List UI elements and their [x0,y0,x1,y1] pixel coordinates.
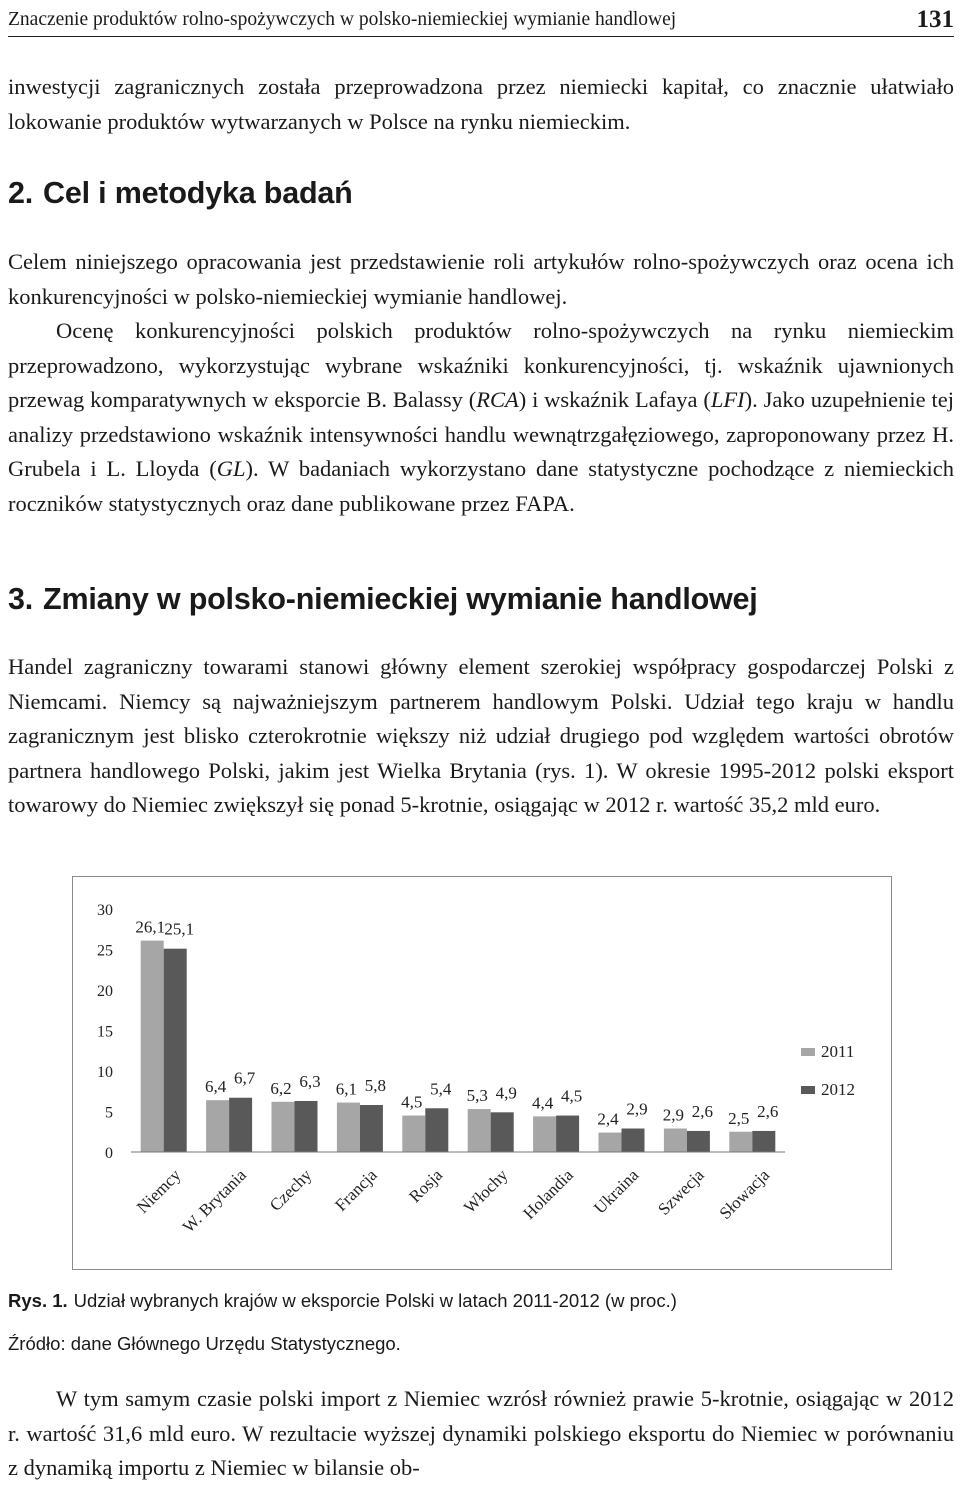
y-tick-label: 25 [97,942,113,960]
data-label-2011: 5,3 [466,1086,488,1106]
bar-2011-3 [337,1103,360,1152]
legend-label: 2012 [821,1080,855,1099]
bar-2012-2 [295,1101,318,1152]
running-head-title: Znaczenie produktów rolno-spożywczych w polsko-niemieckiej wymianie handlowej [8,9,677,30]
data-label-2011: 6,2 [270,1078,292,1098]
figure-1 [72,876,892,1270]
y-tick-label: 0 [105,1145,113,1162]
bar-2012-4 [425,1108,448,1152]
data-label-2012: 25,1 [164,919,195,939]
bar-2012-8 [687,1131,710,1152]
lfi-abbreviation: LFI [710,387,745,412]
bar-2011-7 [599,1133,622,1152]
section-2-paragraph-1: Celem niniejszego opracowania jest przedstawienie roli artykułów rolno-spożywczych oraz ocena ich konkurencyjności w polsko-niemieckiej wymianie handlowej. [8,249,954,309]
data-label-2012: 5,8 [364,1076,387,1096]
y-tick-label: 20 [97,983,113,1000]
running-head [8,2,954,37]
category-label: Włochy [460,1165,512,1217]
y-tick-label: 5 [105,1104,113,1122]
legend-swatch-2012 [801,1086,815,1094]
text-span: ). W badaniach wykorzystano dane statystyczne pochodzące z niemieckich roczników statystycznych oraz dane publikowane przez FAPA. [8,456,954,516]
section-3-paragraph-2: W tym samym czasie polski import z Niemiec wzrósł również prawie 5-krotnie, osiągając w 2012 r. wartość 31,6 mld euro. W rezultacie wyższej dynamiki polskiego eksportu do Niemiec w porównaniu z dynamiką importu z Niemiec w bilansie ob- [8,1386,954,1480]
data-label-2012: 6,7 [233,1068,256,1088]
bar-2012-5 [491,1112,514,1152]
bar-2012-7 [622,1129,645,1152]
bar-2011-1 [206,1100,229,1152]
category-label: Ukraina [590,1165,643,1218]
paragraph-intro: inwestycji zagranicznych została przeprowadzona przez niemiecki kapitał, co znacznie ułatwiało lokowanie produktów wytwarzanych w Polsce na rynku niemieckim. [8,74,954,134]
bar-2012-3 [360,1105,383,1152]
bar-2011-4 [402,1116,425,1152]
text-span: Ocenę konkurencyjności polskich produktów rolno-spożywczych na rynku niemieckim przeprowadzono, wykorzystując wybrane wskaźniki konkurencyjności, tj. wskaźnik ujawnionych przewag komparatywnych w eksporcie B. Balassy ( [8,318,954,412]
data-label-2011: 26,1 [135,917,166,937]
category-label: Francja [331,1165,381,1215]
gl-abbreviation: GL [216,456,246,481]
category-label: Szwecja [654,1165,708,1219]
figure-caption [8,1290,677,1312]
data-label-2011: 4,5 [401,1092,423,1112]
section-3-heading [8,582,758,617]
category-label: W. Brytania [178,1165,250,1237]
figure-source: Źródło: dane Głównego Urzędu Statystycznego. [8,1333,401,1354]
text-span: ). Jako uzupełnienie tej analizy przedstawiono wskaźnik intensywności handlu wewnątrzgałęziowego, zaproponowany przez H. Grubela i L. Lloyda ( [8,387,954,481]
data-label-2011: 2,5 [728,1108,750,1128]
data-label-2012: 2,6 [757,1101,779,1121]
section-3-title: Zmiany w polsko-niemieckiej wymianie handlowej [43,582,758,616]
legend-label: 2011 [821,1042,855,1061]
figure-caption-text: Udział wybranych krajów w eksporcie Polski w latach 2011-2012 (w proc.) [73,1290,677,1311]
bar-2012-6 [556,1116,579,1152]
rca-abbreviation: RCA [476,387,519,412]
bar-2011-8 [664,1129,687,1152]
y-tick-label: 30 [97,902,113,919]
bar-2012-1 [229,1098,252,1152]
page-number: 131 [916,6,954,33]
data-label-2011: 2,4 [597,1109,619,1129]
legend-swatch-2011 [801,1048,815,1056]
category-label: Czechy [265,1165,316,1215]
data-label-2012: 4,5 [560,1086,583,1106]
category-label: Niemcy [133,1165,185,1217]
text-span: ) i wskaźnik Lafaya ( [518,387,711,412]
section-3-paragraph-1: Handel zagraniczny towarami stanowi główny element szerokiej współpracy gospodarczej Polski z Niemcami. Niemcy są najważniejszym partnerem handlowym Polski. Udział tego kraju w handlu zagranicznym jest blisko czterokrotnie większy niż udział drugiego pod względem wartości obrotów partnera handlowego Polski, jakim jest Wielka Brytania (rys. 1). W okresie 1995-2012 polski eksport towarowy do Niemiec zwiększył się ponad 5-krotnie, osiągając w 2012 r. wartość 35,2 mld euro. [8,654,954,817]
data-label-2012: 5,4 [430,1079,452,1099]
section-2-title: Cel i metodyka badań [43,176,353,210]
data-label-2012: 2,6 [691,1101,714,1121]
bar-2011-2 [272,1102,295,1152]
bar-2011-9 [729,1132,752,1152]
bar-2011-6 [533,1116,556,1152]
data-label-2011: 2,9 [662,1105,685,1125]
section-2-paragraph-2 [8,314,954,521]
bar-2011-0 [141,941,164,1152]
data-label-2012: 4,9 [495,1083,517,1103]
data-label-2011: 6,1 [335,1079,358,1099]
data-label-2011: 6,4 [204,1077,227,1097]
category-label: Rosja [405,1165,447,1207]
bar-2012-0 [164,949,187,1152]
category-label: Holandia [519,1165,577,1223]
figure-caption-label: Rys. 1. [8,1290,68,1311]
section-2-heading [8,176,353,211]
y-tick-label: 15 [97,1023,113,1041]
section-2-number: 2. [8,176,34,210]
data-label-2011: 4,4 [531,1093,554,1113]
section-3-number: 3. [8,582,34,616]
category-label: Słowacja [715,1165,774,1223]
y-tick-label: 10 [97,1064,113,1081]
data-label-2012: 6,3 [299,1071,321,1091]
bar-2011-5 [468,1109,491,1152]
bar-2012-9 [752,1131,775,1152]
data-label-2012: 2,9 [626,1099,648,1119]
bar-chart [73,877,891,1269]
